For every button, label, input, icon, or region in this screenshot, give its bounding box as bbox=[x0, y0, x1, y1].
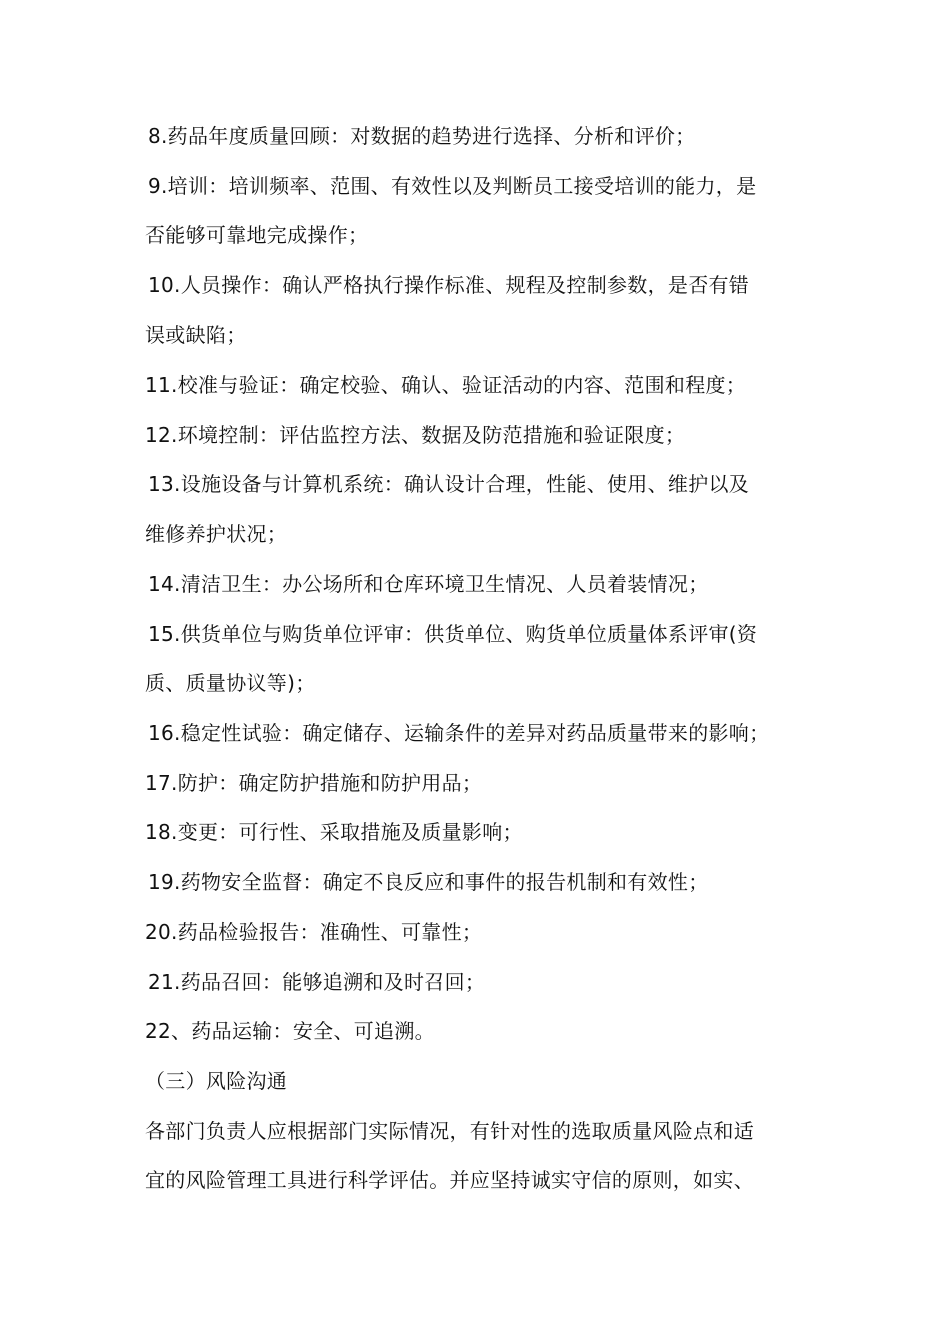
text-line: 否能够可靠地完成操作； bbox=[145, 223, 369, 247]
text-line: 11.校准与验证：确定校验、确认、验证活动的内容、范围和程度； bbox=[145, 373, 747, 397]
text-line: 19.药物安全监督：确定不良反应和事件的报告机制和有效性； bbox=[148, 870, 709, 894]
text-line: 10.人员操作：确认严格执行操作标准、规程及控制参数，是否有错 bbox=[148, 273, 750, 297]
text-line: 21.药品召回：能够追溯和及时召回； bbox=[148, 970, 486, 994]
text-line: 各部门负责人应根据部门实际情况，有针对性的选取质量风险点和适 bbox=[145, 1119, 754, 1143]
text-line: 维修养护状况； bbox=[145, 522, 288, 546]
section-heading: （三）风险沟通 bbox=[145, 1069, 288, 1093]
text-line: 22、药品运输：安全、可追溯。 bbox=[145, 1019, 435, 1043]
text-line: 18.变更：可行性、采取措施及质量影响； bbox=[145, 820, 523, 844]
text-line: 12.环境控制：评估监控方法、数据及防范措施和验证限度； bbox=[145, 423, 686, 447]
text-line: 15.供货单位与购货单位评审：供货单位、购货单位质量体系评审(资 bbox=[148, 622, 758, 646]
text-line: 8.药品年度质量回顾：对数据的趋势进行选择、分析和评价； bbox=[148, 124, 696, 148]
text-line: 9.培训：培训频率、范围、有效性以及判断员工接受培训的能力，是 bbox=[148, 174, 757, 198]
text-line: 20.药品检验报告：准确性、可靠性； bbox=[145, 920, 483, 944]
text-line: 14.清洁卫生：办公场所和仓库环境卫生情况、人员着装情况； bbox=[148, 572, 709, 596]
text-line: 误或缺陷； bbox=[145, 323, 247, 347]
text-line: 17.防护：确定防护措施和防护用品； bbox=[145, 771, 483, 795]
text-line: 13.设施设备与计算机系统：确认设计合理，性能、使用、维护以及 bbox=[148, 472, 750, 496]
text-line: 宜的风险管理工具进行科学评估。并应坚持诚实守信的原则，如实、 bbox=[145, 1168, 754, 1192]
text-line: 质、质量协议等)； bbox=[145, 671, 316, 695]
text-line: 16.稳定性试验：确定储存、运输条件的差异对药品质量带来的影响； bbox=[148, 721, 770, 745]
